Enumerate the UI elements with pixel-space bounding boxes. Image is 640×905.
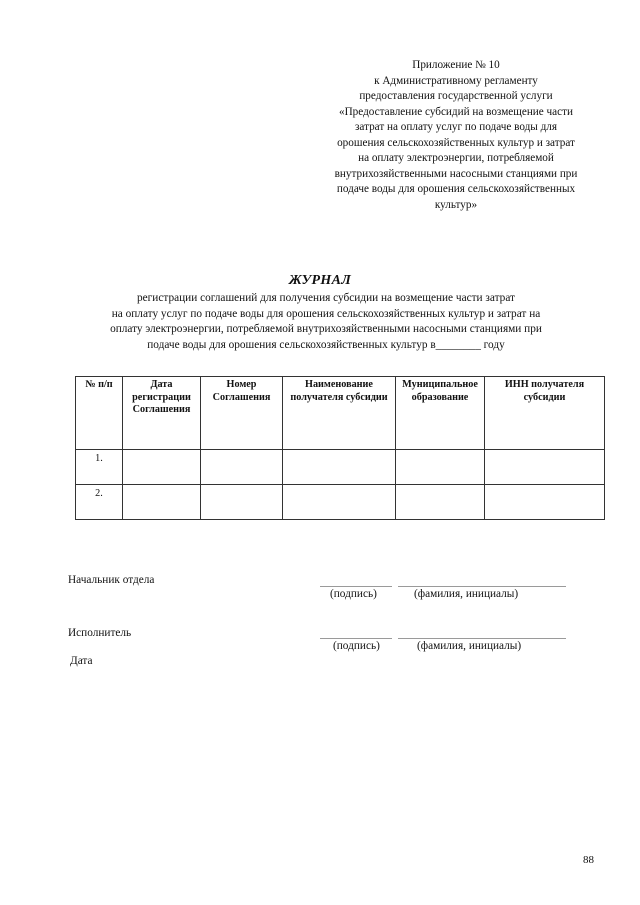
appendix-line: предоставления государственной услуги <box>359 90 553 102</box>
table-row <box>76 450 605 485</box>
journal-title: ЖУРНАЛ <box>288 273 352 288</box>
table-cell <box>485 450 605 485</box>
column-header-recipient-inn: ИНН получателя субсидии <box>485 377 605 450</box>
journal-subtitle-line: регистрации соглашений для получения субсидии на возмещение части затрат <box>137 292 515 304</box>
appendix-block <box>306 58 606 213</box>
column-header-number: № п/п <box>76 377 123 450</box>
appendix-line: «Предоставление субсидий на возмещение части <box>338 105 573 118</box>
table-cell-number: 1. <box>76 450 123 485</box>
appendix-line: затрат на оплату услуг по подаче воды для <box>354 121 558 133</box>
journal-subtitle-line: подаче воды для орошения сельскохозяйственных культур в________ году <box>147 338 505 351</box>
page-number: 88 <box>583 854 594 866</box>
appendix-line: культур» <box>434 198 478 211</box>
column-header-recipient-name: Наименование получателя субсидии <box>283 377 396 450</box>
executor-name-line <box>398 638 566 639</box>
table-cell <box>123 450 201 485</box>
journal-subtitle-line: на оплату услуг по подаче воды для орошения сельскохозяйственных культур и затрат на <box>111 307 541 320</box>
table-cell <box>485 485 605 520</box>
table-cell <box>396 450 485 485</box>
table-cell <box>201 485 283 520</box>
table-row <box>76 485 605 520</box>
appendix-line: орошения сельскохозяйственных культур и затрат <box>337 136 575 149</box>
executor-signature-hint: (подпись) <box>333 640 380 652</box>
table-cell <box>283 450 396 485</box>
table-cell-number: 2. <box>76 485 123 520</box>
executor-name-hint: (фамилия, инициалы) <box>417 640 522 652</box>
journal-subtitle <box>70 291 582 353</box>
table-header-row <box>76 377 605 450</box>
registration-table <box>75 376 605 520</box>
head-signature-hint: (подпись) <box>330 588 377 600</box>
executor-signature-line <box>320 638 392 639</box>
appendix-line: внутрихозяйственными насосными станциями при <box>334 167 578 180</box>
table-cell <box>283 485 396 520</box>
head-name-line <box>398 586 566 587</box>
column-header-registration-date: Дата регистрации Соглашения <box>123 377 201 450</box>
date-label: Дата <box>70 655 93 667</box>
table-cell <box>396 485 485 520</box>
column-header-agreement-number: Номер Соглашения <box>201 377 283 450</box>
column-header-municipality: Муниципальное образование <box>396 377 485 450</box>
table-cell <box>201 450 283 485</box>
head-of-department-label: Начальник отдела <box>68 574 155 586</box>
executor-label: Исполнитель <box>68 627 132 639</box>
journal-subtitle-line: оплату электроэнергии, потребляемой внутрихозяйственными насосными станциями при <box>110 323 542 336</box>
appendix-line: к Административному регламенту <box>374 74 538 87</box>
appendix-line: Приложение № 10 <box>412 59 500 71</box>
table-cell <box>123 485 201 520</box>
head-name-hint: (фамилия, инициалы) <box>414 588 519 600</box>
appendix-line: подаче воды для орошения сельскохозяйственных <box>336 183 576 195</box>
appendix-line: на оплату электроэнергии, потребляемой <box>358 152 554 164</box>
head-signature-line <box>320 586 392 587</box>
